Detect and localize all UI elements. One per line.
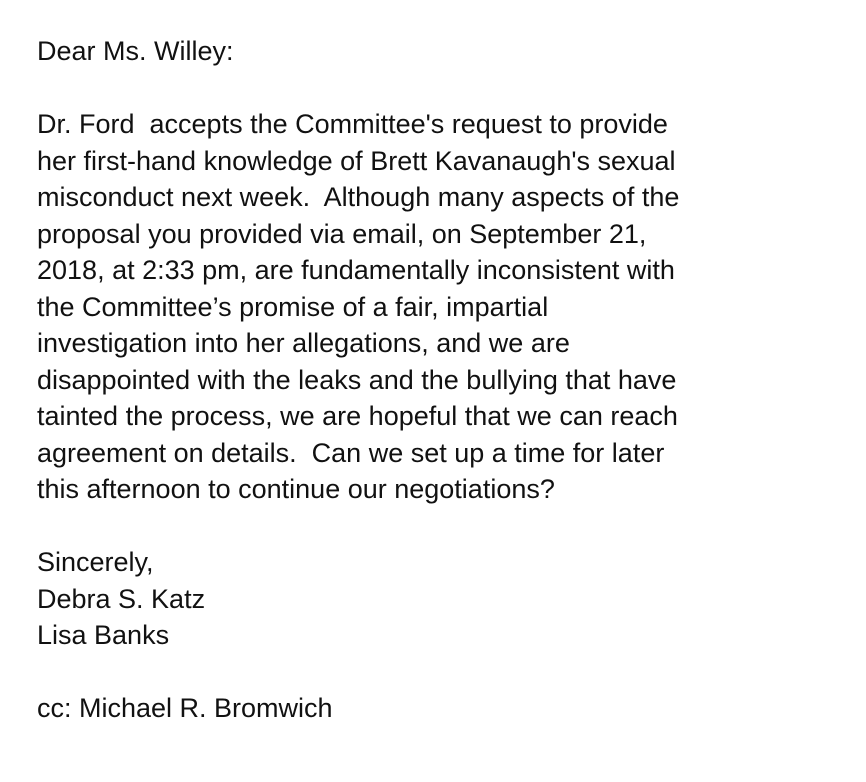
body-line: misconduct next week. Although many aspects of the: [37, 182, 680, 212]
cc-line: cc: Michael R. Bromwich: [37, 693, 333, 723]
letter-body: [37, 106, 857, 508]
signatory-name: Debra S. Katz: [37, 583, 206, 614]
salutation: Dear Ms. Willey:: [37, 36, 234, 66]
body-line: this afternoon to continue our negotiations?: [37, 474, 555, 504]
body-line: 2018, at 2:33 pm, are fundamentally inconsistent with: [37, 255, 675, 285]
body-line: her first-hand knowledge of Brett Kavanaugh's sexual: [37, 145, 676, 176]
body-line: Dr. Ford accepts the Committee's request to provide: [37, 109, 668, 139]
body-line: the Committee’s promise of a fair, impartial: [37, 291, 549, 322]
body-line: agreement on details. Can we set up a time for later: [37, 437, 665, 468]
body-line: disappointed with the leaks and the bullying that have: [37, 364, 677, 395]
paragraph-spacer: [37, 654, 857, 691]
body-line: proposal you provided via email, on September 21,: [37, 218, 647, 249]
letter: [37, 33, 857, 727]
paragraph-spacer: [37, 508, 857, 545]
closing: Sincerely,: [37, 547, 154, 577]
body-line: investigation into her allegations, and we are: [37, 328, 570, 358]
body-line: tainted the process, we are hopeful that we can reach: [37, 401, 678, 431]
signatory-name: Lisa Banks: [37, 620, 170, 650]
paragraph-spacer: [37, 70, 857, 107]
